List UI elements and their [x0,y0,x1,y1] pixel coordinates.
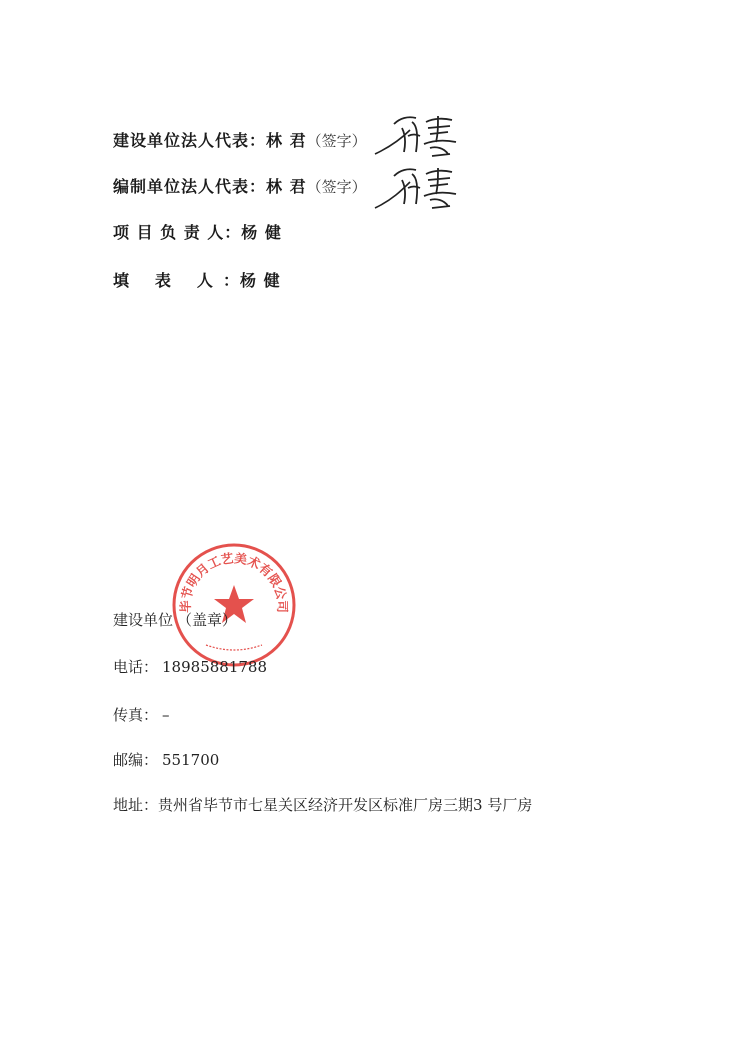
postcode-value: 551700 [162,751,220,769]
unit-seal-note: （盖章） [177,611,238,629]
form-filler-label: 填 表 人： [113,271,240,290]
phone-line [113,656,267,677]
fax-label: 传真： [113,706,159,724]
unit-seal-line [113,609,237,630]
project-lead-name: 杨 健 [241,223,282,242]
construction-rep-label: 建设单位法人代表： [113,131,267,150]
compiler-rep-label: 编制单位法人代表： [113,177,267,196]
construction-rep-note: （签字） [306,132,367,150]
construction-rep-name: 林 君 [266,131,307,150]
address-line [113,794,532,815]
construction-rep-row [113,128,367,151]
compiler-rep-row [113,174,367,197]
form-filler-name: 杨 健 [240,271,281,290]
fax-value: – [162,706,170,724]
company-seal [170,541,298,669]
phone-label: 电话： [113,658,159,676]
project-lead-label: 项 目 负 责 人： [113,223,242,242]
handwritten-signature-2 [372,158,467,214]
compiler-rep-name: 林 君 [266,177,307,196]
project-lead-row [113,220,282,243]
compiler-rep-note: （签字） [306,178,367,196]
postcode-line [113,749,219,770]
postcode-label: 邮编： [113,751,159,769]
unit-label: 建设单位 [113,611,174,629]
seal-text: 毕节明月工艺美术有限公司 [177,550,291,613]
form-filler-row [113,268,281,291]
handwritten-signature-1 [372,108,467,164]
address-label: 地址： [113,796,159,814]
address-value: 贵州省毕节市七星关区经济开发区标准厂房三期3 号厂房 [158,796,533,814]
phone-value: 18985881788 [162,658,267,676]
fax-line [113,704,170,725]
